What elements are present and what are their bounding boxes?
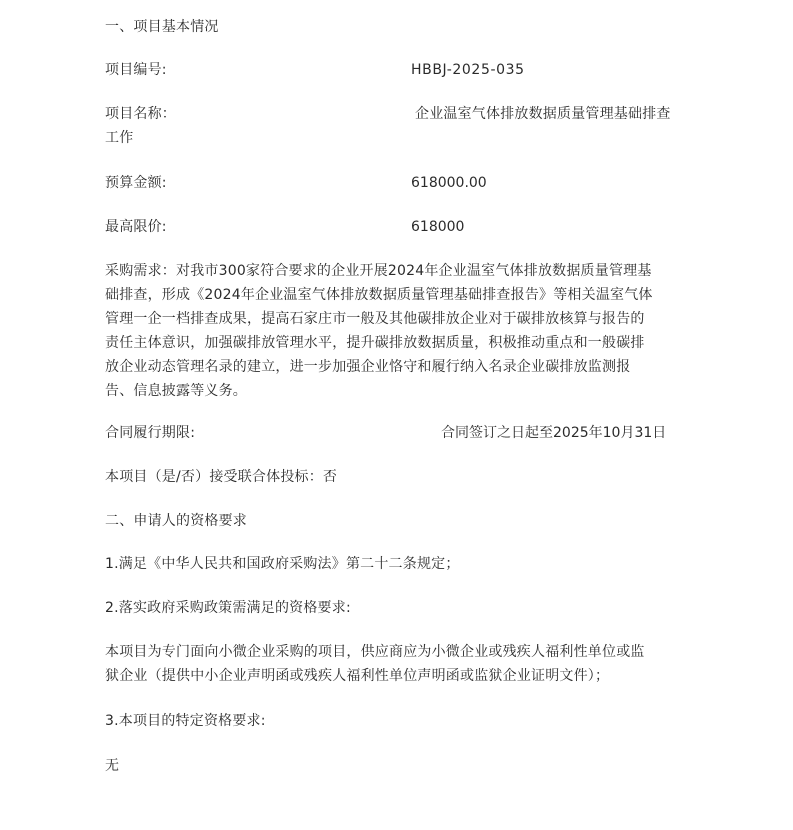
requirement-line-2: 础排查，形成《2024年企业温室气体排放数据质量管理基础排查报告》等相关温室气体 [105,287,653,303]
qualification-item-3-value: 无 [105,758,120,774]
requirement-line-6: 告、信息披露等义务。 [105,383,247,399]
project-number-value: HBBJ-2025-035 [411,62,525,78]
budget-value: 618000.00 [411,175,487,191]
project-name-value: 企业温室气体排放数据质量管理基础排查 [415,106,671,122]
consortium-text: 本项目（是/否）接受联合体投标：否 [105,469,338,485]
requirement-line-5: 放企业动态管理名录的建立，进一步加强企业恪守和履行纳入名录企业碳排放监测报 [105,359,631,375]
requirement-line-1: 采购需求：对我市300家符合要求的企业开展2024年企业温室气体排放数据质量管理基 [105,263,652,279]
qualification-item-2: 2.落实政府采购政策需满足的资格要求: [105,600,351,616]
max-price-value: 618000 [411,219,465,235]
project-name-label: 项目名称： [105,106,176,122]
contract-period-label: 合同履行期限: [105,425,196,441]
section2-heading: 二、申请人的资格要求 [105,513,247,529]
section1-heading: 一、项目基本情况 [105,19,219,35]
qualification-item-2-detail-line-2: 狱企业（提供中小企业声明函或残疾人福利性单位声明函或监狱企业证明文件）； [105,668,610,684]
project-name-value-cont: 工作 [105,130,134,146]
qualification-item-1: 1.满足《中华人民共和国政府采购法》第二十二条规定； [105,556,460,572]
requirement-line-4: 责任主体意识，加强碳排放管理水平，提升碳排放数据质量，积极推动重点和一般碳排 [105,335,645,351]
max-price-label: 最高限价: [105,219,167,235]
qualification-item-3: 3.本项目的特定资格要求: [105,713,266,729]
qualification-item-2-detail-line-1: 本项目为专门面向小微企业采购的项目，供应商应为小微企业或残疾人福利性单位或监 [105,644,645,660]
contract-period-value: 合同签订之日起至2025年10月31日 [441,425,667,441]
project-number-label: 项目编号: [105,62,167,78]
budget-label: 预算金额: [105,175,167,191]
requirement-line-3: 管理一企一档排查成果，提高石家庄市一般及其他碳排放企业对于碳排放核算与报告的 [105,311,645,327]
